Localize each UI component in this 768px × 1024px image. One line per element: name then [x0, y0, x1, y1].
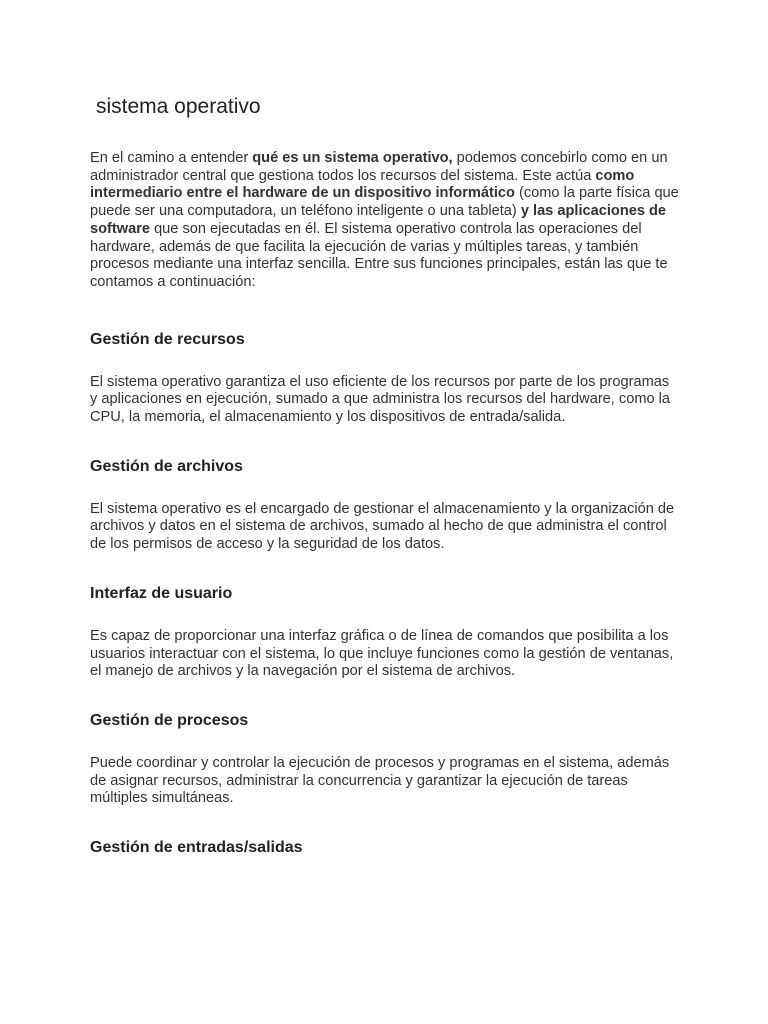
- section-heading-gestion-entradas-salidas: Gestión de entradas/salidas: [90, 839, 303, 857]
- section-heading-gestion-procesos: Gestión de procesos: [90, 711, 249, 729]
- section-text-interfaz-usuario: Es capaz de proporcionar una interfaz gráfica o de línea de comandos que posibilita a los usuarios interactuar con el sistema, lo que incluye funciones como la gestión de ventanas, el manejo de archivos y la navegación por el sistema de archivos.: [90, 627, 674, 680]
- intro-text-1: En el camino a entender: [90, 150, 253, 166]
- section-heading-gestion-recursos: Gestión de recursos: [90, 330, 245, 348]
- document-page: [90, 92, 680, 858]
- intro-text-3: (como la parte física que puede ser una computadora, un teléfono inteligente o una tableta): [90, 185, 679, 220]
- intro-bold-2: como intermediario entre el hardware de un dispositivo informático: [90, 167, 635, 202]
- section-heading-gestion-archivos: Gestión de archivos: [90, 457, 243, 475]
- section-heading-interfaz-usuario: Interfaz de usuario: [90, 584, 233, 602]
- intro-text-4: que son ejecutadas en él. El sistema operativo controla las operaciones del hardware, además de que facilita la ejecución de varias y múltiples tareas, y también procesos mediante una interfaz sencilla. Entre sus funciones principales, están las que te contamos a continuación:: [90, 220, 668, 290]
- intro-bold-3: y las aplicaciones de software: [90, 203, 667, 237]
- document-title: sistema operativo: [96, 95, 261, 118]
- intro-text-2: podemos concebirlo como en un administrador central que gestiona todos los recursos del sistema. Este actúa: [90, 150, 668, 184]
- section-text-gestion-archivos: El sistema operativo es el encargado de gestionar el almacenamiento y la organización de archivos y datos en el sistema de archivos, sumado al hecho de que administra el control de los permisos de acceso y la seguridad de los datos.: [90, 500, 675, 553]
- section-text-gestion-recursos: El sistema operativo garantiza el uso eficiente de los recursos por parte de los programas y aplicaciones en ejecución, sumado a que administra los recursos del hardware, como la CPU, la memoria, el almacenamiento y los dispositivos de entrada/salida.: [90, 373, 671, 426]
- intro-bold-1: qué es un sistema operativo,: [252, 150, 453, 166]
- section-text-gestion-procesos: Puede coordinar y controlar la ejecución de procesos y programas en el sistema, además de asignar recursos, administrar la concurrencia y garantizar la ejecución de tareas múltiples simultáneas.: [90, 754, 670, 807]
- intro-paragraph: [90, 150, 680, 292]
